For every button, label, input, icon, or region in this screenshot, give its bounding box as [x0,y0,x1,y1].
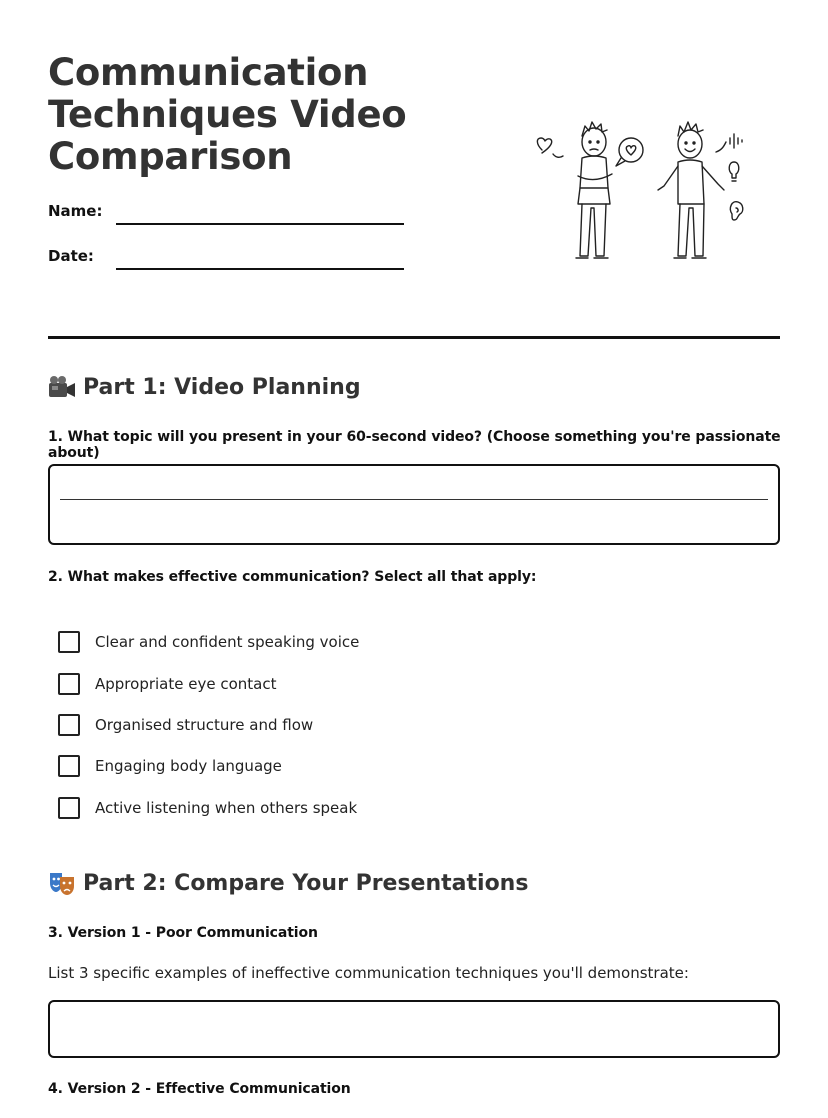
checkbox-item[interactable] [58,714,313,736]
checkbox-label: Engaging body language [95,757,282,775]
heart-doodle-icon [537,138,551,153]
checkbox[interactable] [58,797,80,819]
date-field[interactable] [116,268,404,270]
video-camera-icon [48,374,76,400]
lightbulb-icon [729,162,739,181]
two-people-illustration [528,116,754,268]
title-line-3: Comparison [48,135,293,178]
part1-heading [48,374,361,400]
theatre-masks-icon [48,870,76,896]
answer-rule-line [60,499,768,500]
question-4: 4. Version 2 - Effective Communication [48,1081,351,1097]
topic-answer-box[interactable] [48,464,780,545]
checkbox-item[interactable] [58,673,276,695]
question-2: 2. What makes effective communication? Select all that apply: [48,569,537,585]
name-field[interactable] [116,223,404,225]
checkbox-item[interactable] [58,755,282,777]
question-3: 3. Version 1 - Poor Communication [48,925,318,941]
checkbox[interactable] [58,673,80,695]
checkbox[interactable] [58,755,80,777]
sound-wave-icon [716,134,742,152]
checkbox[interactable] [58,714,80,736]
part1-title: Part 1: Video Planning [83,374,361,400]
part2-title: Part 2: Compare Your Presentations [83,870,529,896]
name-label: Name: [48,202,103,220]
checkbox[interactable] [58,631,80,653]
question-1: 1. What topic will you present in your 60-second video? (Choose something you're passionate about) [48,429,781,461]
checkbox-label: Organised structure and flow [95,716,314,734]
checkbox-label: Clear and confident speaking voice [95,633,360,651]
title-line-2: Techniques Video [48,93,407,136]
date-label: Date: [48,247,94,265]
title-line-1: Communication [48,51,369,94]
checkbox-item[interactable] [58,631,359,653]
speech-bubble-heart-icon [619,138,643,162]
checkbox-item[interactable] [58,797,357,819]
part2-heading [48,870,528,896]
worksheet-title [48,52,468,178]
checkbox-label: Active listening when others speak [95,799,358,817]
section-divider [48,336,780,339]
checkbox-label: Appropriate eye contact [95,675,277,693]
poor-communication-answer-box[interactable] [48,1000,780,1058]
question-3-prompt: List 3 specific examples of ineffective communication techniques you'll demonstrate: [48,964,689,982]
ear-icon [730,202,742,220]
